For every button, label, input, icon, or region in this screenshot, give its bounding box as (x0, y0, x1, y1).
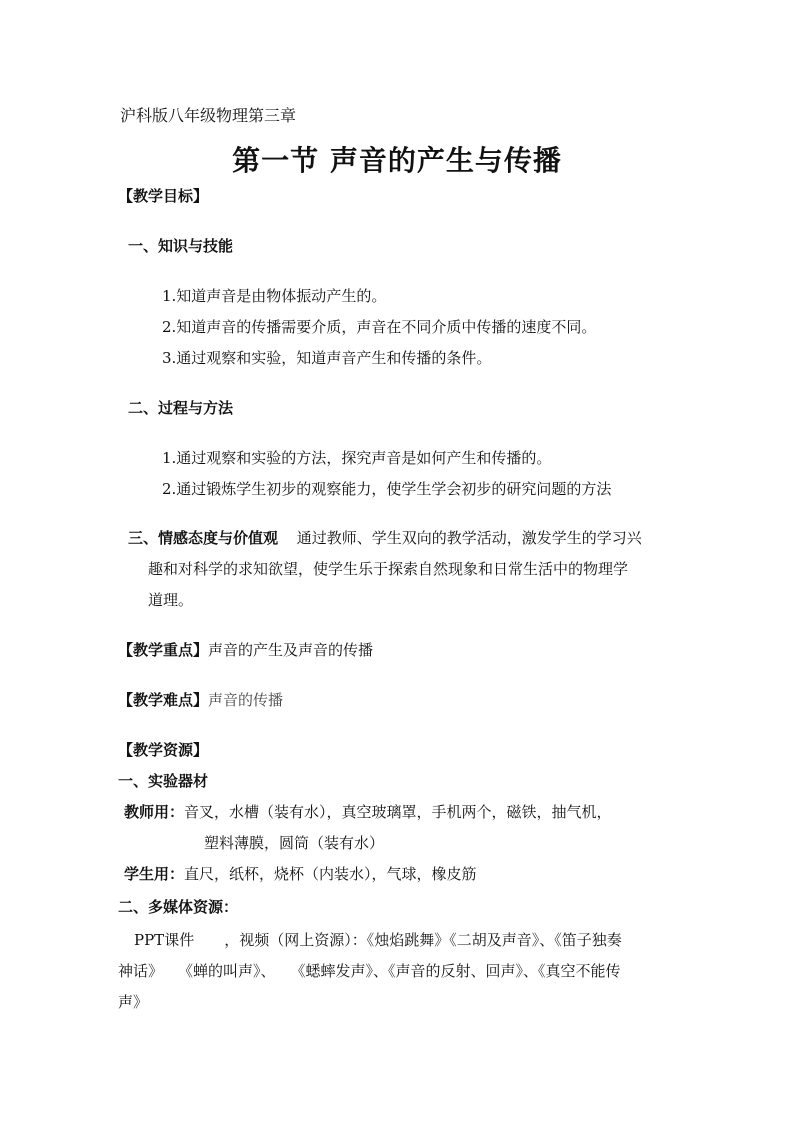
page-title: 第一节 声音的产生与传播 (232, 144, 562, 177)
resources-heading: 【教学资源】 (118, 741, 209, 759)
difficulty (118, 690, 283, 710)
media-text-line: PPT课件 ，视频（网上资源）：《烛焰跳舞》《二胡及声音》、《笛子独奏 (134, 931, 622, 949)
section-process-heading: 二、过程与方法 (128, 399, 234, 417)
section-attitude-heading: 三、情感态度与价值观 (128, 529, 279, 547)
student-equipment-text: 直尺，纸杯，烧杯（内装水），气球，橡皮筋 (184, 865, 477, 883)
list-item: 1.通过观察和实验的方法，探究声音是如何产生和传播的。 (162, 449, 552, 467)
teacher-equipment (124, 802, 612, 822)
student-equipment (124, 864, 477, 884)
section-knowledge-heading: 一、知识与技能 (128, 237, 234, 255)
teacher-equipment-text: 塑料薄膜，圆筒（装有水） (204, 834, 385, 852)
section-attitude-text-line: 通过教师、学生双向的教学活动，激发学生的学习兴 (296, 529, 642, 547)
section-attitude-text-line: 道理。 (148, 591, 194, 609)
teacher-equipment-label: 教师用： (124, 803, 185, 821)
list-item: 3.通过观察和实验，知道声音产生和传播的条件。 (162, 349, 492, 367)
student-equipment-label: 学生用： (124, 865, 185, 883)
media-text-line: 声》 (118, 993, 149, 1011)
goals-heading: 【教学目标】 (118, 187, 209, 205)
section-attitude-text-line: 趣和对科学的求知欲望，使学生乐于探索自然现象和日常生活中的物理学 (148, 560, 629, 578)
list-item: 2.通过锻炼学生初步的观察能力，使学生学会初步的研究问题的方法 (162, 480, 612, 498)
difficulty-label: 【教学难点】 (118, 691, 209, 709)
teacher-equipment-text: 音叉，水槽（装有水），真空玻璃罩，手机两个，磁铁，抽气机， (184, 803, 612, 821)
key-point-label: 【教学重点】 (118, 641, 209, 659)
media-text-line: 神话》 《蝉的叫声》、 《蟋蟀发声》、《声音的反射、回声》、《真空不能传 (118, 962, 621, 980)
equipment-heading: 一、实验器材 (118, 772, 209, 790)
key-point-text: 声音的产生及声音的传播 (208, 641, 374, 659)
section-attitude (128, 528, 642, 548)
key-point (118, 640, 373, 660)
difficulty-text: 声音的传播 (208, 691, 284, 709)
document-subtitle: 沪科版八年级物理第三章 (120, 106, 297, 125)
list-item: 1.知道声音是由物体振动产生的。 (162, 287, 387, 305)
list-item: 2.知道声音的传播需要介质，声音在不同介质中传播的速度不同。 (162, 318, 597, 336)
media-heading: 二、多媒体资源： (118, 898, 239, 916)
